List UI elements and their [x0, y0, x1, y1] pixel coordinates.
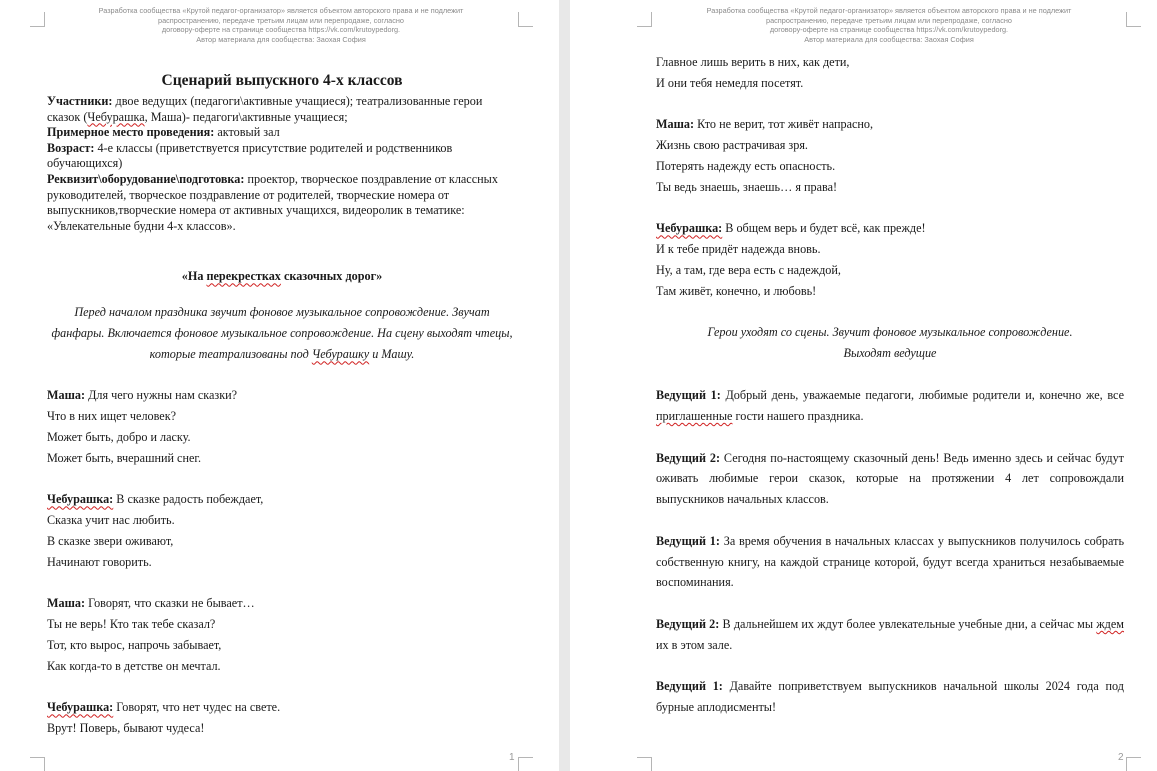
- speaker-name: Чебурашка:: [47, 492, 114, 507]
- event-info: [47, 94, 517, 234]
- margin-mark: [30, 12, 45, 27]
- props-text: проектор, творческое поздравление от классных руководителей, творческое поздравление от родителей, творческие номера от выпускников,творческие номера от активных учащихся, видеоролик в тематике: «Увлекательные будни 4-х классов».: [47, 171, 498, 233]
- verse-line: [656, 218, 1124, 239]
- speaker-name: Ведущий 1:: [656, 388, 721, 403]
- page-number: 2: [1118, 752, 1124, 763]
- verse-line: Сказка учит нас любить.: [47, 513, 175, 528]
- margin-mark: [637, 757, 652, 771]
- verse-line: [47, 489, 517, 510]
- speaker-name: Чебурашка:: [47, 700, 114, 715]
- verse-text: В общем верь и будет всё, как прежде!: [722, 221, 926, 236]
- header-line: Автор материала для сообщества: Заохая София: [196, 35, 366, 45]
- misspelled-word: Чебурашку: [311, 347, 370, 362]
- page-number: 1: [509, 752, 515, 763]
- participants-label: Участники:: [47, 94, 113, 108]
- header-line: Автор материала для сообщества: Заохая София: [804, 35, 974, 45]
- stage-direction: [656, 322, 1124, 364]
- host-text: В дальнейшем их ждут более увлекательные учебные дни, а сейчас мы: [719, 616, 1097, 631]
- stage-direction-text: Перед началом праздника звучит фоновое музыкальное сопровождение. Звучат фанфары. Включается фоновое музыкальное сопровождение. На сцену выходят чтецы, которые театрализованы под: [51, 305, 513, 362]
- speaker-name: Маша:: [47, 388, 86, 403]
- host-text: Сегодня по-настоящему сказочный день! Ведь именно здесь и сейчас будут оживать любимые герои сказок, которые на протяжении 4 лет сопровождали выпускников начальных классов.: [656, 450, 1124, 507]
- verse-line: [47, 593, 517, 614]
- verse-text: Кто не верит, тот живёт напрасно,: [694, 117, 874, 132]
- misspelled-word: Чебурашка: [87, 109, 145, 124]
- verse-line: И они тебя немедля посетят.: [656, 75, 804, 90]
- verse-text: В сказке радость побеждает,: [113, 492, 264, 507]
- verse-line: Там живёт, конечно, и любовь!: [656, 283, 817, 298]
- host-paragraph: [656, 448, 1124, 510]
- verse-line: Как когда-то в детстве он мечтал.: [47, 658, 221, 673]
- verse-line: [47, 697, 517, 718]
- section-title-part: сказочных дорог»: [280, 269, 383, 284]
- misspelled-word: перекрестках: [206, 269, 281, 284]
- verse-line: Ты ведь знаешь, знаешь… я права!: [656, 179, 838, 194]
- place-info: [47, 125, 517, 141]
- host-paragraph: [656, 676, 1124, 718]
- verse-text: Говорят, что сказки не бывает…: [85, 596, 255, 611]
- page-2-content: [656, 52, 1124, 718]
- host-text: их в этом зале.: [656, 637, 733, 652]
- verse-line: Ты не верь! Кто так тебе сказал?: [47, 617, 216, 632]
- props-label: Реквизит\оборудование\подготовка:: [47, 171, 245, 186]
- section-title-part: «На: [181, 269, 207, 284]
- host-text: За время обучения в начальных классах у выпускников получилось собрать собственную книгу, на каждой странице которой, будут всегда храниться незабываемые воспоминания.: [656, 533, 1125, 590]
- margin-mark: [30, 757, 45, 771]
- age-info: [47, 141, 517, 172]
- margin-mark: [518, 757, 533, 771]
- place-label: Примерное место проведения:: [47, 125, 215, 140]
- speaker-name: Ведущий 2:: [656, 450, 721, 465]
- age-label: Возраст:: [47, 140, 95, 155]
- verse-line: Жизнь свою растрачивая зря.: [656, 138, 808, 153]
- place-text: актовый зал: [214, 125, 280, 140]
- copyright-header: [656, 6, 1122, 45]
- host-text: Добрый день, уважаемые педагоги, любимые родители и, конечно же, все: [720, 388, 1125, 403]
- copyright-header: [48, 6, 514, 45]
- host-paragraph: [656, 531, 1124, 593]
- stage-direction: [47, 302, 517, 365]
- participants-info: [47, 94, 517, 125]
- margin-mark: [518, 12, 533, 27]
- document-page-1: [0, 0, 559, 771]
- header-line: распространению, передаче третьим лицам или перепродаже, согласно: [158, 15, 404, 25]
- verse-line: Может быть, добро и ласку.: [47, 429, 191, 444]
- header-line: договору-оферте на странице сообщества https://vk.com/krutoypedorg.: [161, 25, 401, 35]
- host-text: Давайте поприветствуем выпускников начальной школы 2024 года под бурные аплодисменты!: [656, 679, 1124, 715]
- verse-line: [656, 114, 1124, 135]
- header-line: договору-оферте на странице сообщества https://vk.com/krutoypedorg.: [769, 25, 1009, 35]
- age-text: 4-е классы (приветствуется присутствие родителей и родственников обучающихся): [47, 140, 453, 171]
- verse-text: Говорят, что нет чудес на свете.: [113, 700, 281, 715]
- participants-text: двое ведущих (педагоги\активные учащиеся); театрализованные герои сказок (: [47, 94, 483, 124]
- verse-line: Главное лишь верить в них, как дети,: [656, 55, 850, 69]
- speaker-name: Ведущий 2:: [656, 616, 720, 631]
- verse-line: Тот, кто вырос, напрочь забывает,: [47, 637, 222, 652]
- host-lines: [656, 385, 1124, 718]
- speaker-name: Чебурашка:: [656, 221, 723, 236]
- speaker-name: Маша:: [47, 596, 86, 611]
- props-info: [47, 172, 517, 234]
- document-title: Сценарий выпускного 4-х классов: [161, 72, 403, 89]
- host-text: гости нашего праздника.: [732, 408, 864, 423]
- verse-line: Может быть, вчерашний снег.: [47, 450, 202, 465]
- margin-mark: [637, 12, 652, 27]
- verse-text: Для чего нужны нам сказки?: [85, 388, 238, 403]
- header-line: Разработка сообщества «Крутой педагог-организатор» является объектом авторского права и не подлежит: [706, 6, 1072, 15]
- verse-line: В сказке звери оживают,: [47, 533, 174, 548]
- verse-line: И к тебе придёт надежда вновь.: [656, 242, 821, 257]
- verse-line: Начинают говорить.: [47, 554, 152, 569]
- header-line: распространению, передаче третьим лицам или перепродаже, согласно: [766, 15, 1012, 25]
- section-title: [47, 268, 517, 284]
- verse-block: [656, 114, 1124, 322]
- stage-direction-line: Выходят ведущие: [843, 346, 937, 361]
- speaker-name: Ведущий 1:: [656, 679, 723, 694]
- verse-line: Что в них ищет человек?: [47, 409, 177, 424]
- verse-block: [47, 385, 517, 759]
- margin-mark: [1126, 12, 1141, 27]
- speaker-name: Ведущий 1:: [656, 533, 720, 548]
- stage-direction-line: Герои уходят со сцены. Звучит фоновое музыкальное сопровождение.: [707, 325, 1073, 340]
- participants-text: , Маша)- педагоги\активные учащиеся;: [144, 109, 348, 124]
- speaker-name: Маша:: [656, 117, 695, 132]
- verse-line: Ну, а там, где вера есть с надеждой,: [656, 262, 841, 277]
- verse-line: Потерять надежду есть опасность.: [656, 158, 836, 173]
- misspelled-word: ждем: [1096, 616, 1125, 631]
- host-paragraph: [656, 385, 1124, 427]
- misspelled-word: приглашенные: [656, 408, 733, 423]
- verse-line: [47, 385, 517, 406]
- document-page-2: [570, 0, 1157, 771]
- stage-direction-text: и Машу.: [369, 347, 415, 362]
- host-paragraph: [656, 614, 1124, 656]
- header-line: Разработка сообщества «Крутой педагог-организатор» является объектом авторского права и не подлежит: [98, 6, 464, 15]
- verse-line: Врут! Поверь, бывают чудеса!: [47, 721, 205, 736]
- page-1-content: [47, 72, 517, 760]
- margin-mark: [1126, 757, 1141, 771]
